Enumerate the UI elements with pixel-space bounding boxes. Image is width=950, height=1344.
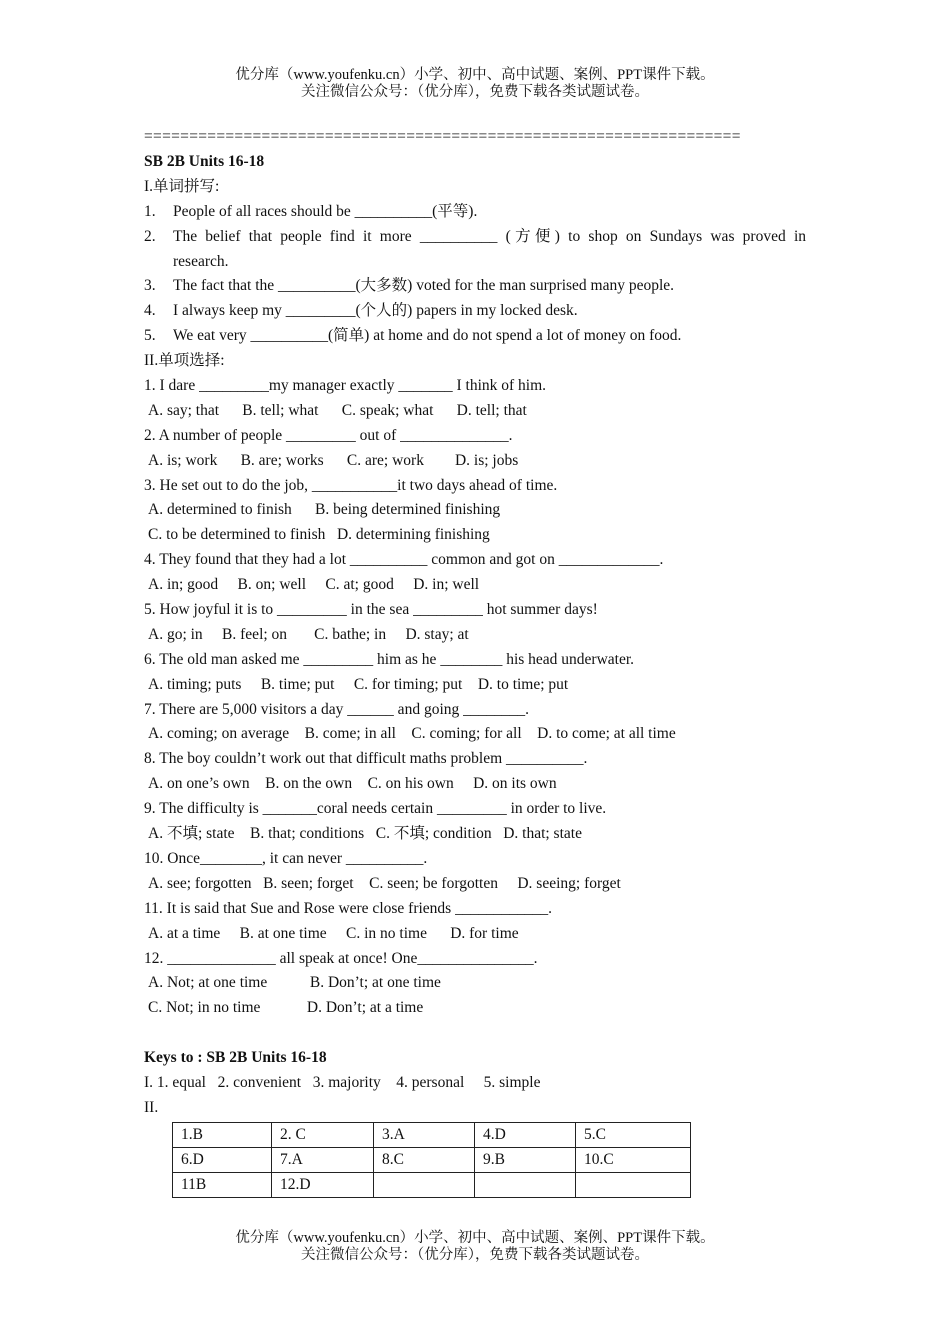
- question-options: C. to be determined to finish D. determining finishing: [148, 526, 490, 544]
- question: 7. There are 5,000 visitors a day ______ and going ________.: [144, 700, 529, 718]
- item-text-continued: research.: [173, 252, 229, 270]
- item-text: People of all races should be __________(平等).: [173, 202, 478, 220]
- item-number: 1.: [144, 202, 156, 220]
- spelling-item: [144, 299, 806, 324]
- table-cell: 3.A: [374, 1122, 475, 1147]
- footer-line-1: 优分库（www.youfenku.cn）小学、初中、高中试题、案例、PPT课件下载。: [235, 1230, 715, 1246]
- item-number: 3.: [144, 277, 156, 295]
- document-body: [144, 126, 806, 1198]
- header-line-2: 关注微信公众号：（优分库），免费下载各类试题试卷。: [301, 84, 649, 100]
- question-options: A. timing; puts B. time; put C. for timing; put D. to time; put: [148, 675, 569, 693]
- section-2-heading: II.单项选择:: [144, 352, 225, 370]
- question-options: A. 不填; state B. that; conditions C. 不填; condition D. that; state: [148, 825, 582, 843]
- table-cell: [475, 1172, 576, 1197]
- section-1-heading: I.单词拼写:: [144, 177, 220, 195]
- question: 12. ______________ all speak at once! One_______________.: [144, 949, 538, 967]
- question: 5. How joyful it is to _________ in the sea _________ hot summer days!: [144, 601, 598, 619]
- item-number: 4.: [144, 302, 156, 320]
- table-cell: 2. C: [272, 1122, 374, 1147]
- question: 4. They found that they had a lot __________ common and got on _____________.: [144, 551, 664, 569]
- question: 8. The boy couldn’t work out that difficult maths problem __________.: [144, 750, 588, 768]
- question: 1. I dare _________my manager exactly _______ I think of him.: [144, 377, 547, 395]
- footer-line-2: 关注微信公众号：（优分库），免费下载各类试题试卷。: [301, 1247, 649, 1263]
- item-text: The fact that the __________(大多数) voted for the man surprised many people.: [173, 277, 675, 295]
- question-options: A. see; forgotten B. seen; forget C. seen; be forgotten D. seeing; forget: [148, 874, 621, 892]
- question-options: A. at a time B. at one time C. in no time D. for time: [148, 924, 519, 942]
- spelling-item: [144, 200, 806, 225]
- table-cell: 1.B: [173, 1122, 272, 1147]
- answer-key-table: [172, 1122, 691, 1198]
- table-cell: 6.D: [173, 1147, 272, 1172]
- spelling-item: [144, 225, 806, 250]
- table-row: [173, 1147, 691, 1172]
- question: 2. A number of people _________ out of ______________.: [144, 426, 513, 444]
- question: 9. The difficulty is _______coral needs certain _________ in order to live.: [144, 800, 607, 818]
- question-options: A. in; good B. on; well C. at; good D. in; well: [148, 576, 480, 594]
- separator-line: ==================================================================: [144, 128, 741, 145]
- document-title: SB 2B Units 16-18: [144, 153, 265, 170]
- table-cell: 8.C: [374, 1147, 475, 1172]
- question-options: A. is; work B. are; works C. are; work D. is; jobs: [148, 451, 519, 469]
- spelling-item: [144, 324, 806, 349]
- table-row: [173, 1172, 691, 1197]
- table-cell: 5.C: [576, 1122, 691, 1147]
- question: 11. It is said that Sue and Rose were close friends ____________.: [144, 899, 552, 917]
- item-number: 5.: [144, 327, 156, 345]
- spelling-item: [144, 274, 806, 299]
- item-text: The belief that people find it more __________ (方便) to shop on Sundays was proved in: [173, 227, 806, 245]
- keys-title: Keys to : SB 2B Units 16-18: [144, 1049, 327, 1067]
- page-header: [0, 67, 950, 101]
- page-footer: [0, 1230, 950, 1264]
- item-text: We eat very __________(简单) at home and do not spend a lot of money on food.: [173, 327, 682, 345]
- table-cell: [374, 1172, 475, 1197]
- question-options: C. Not; in no time D. Don’t; at a time: [148, 999, 424, 1017]
- question-options: A. say; that B. tell; what C. speak; what D. tell; that: [148, 401, 527, 419]
- question-options: A. coming; on average B. come; in all C. coming; for all D. to come; at all time: [148, 725, 676, 743]
- keys-section-2-label: II.: [144, 1098, 159, 1116]
- table-cell: 7.A: [272, 1147, 374, 1172]
- table-cell: 10.C: [576, 1147, 691, 1172]
- question: 10. Once________, it can never __________.: [144, 849, 428, 867]
- table-cell: 11B: [173, 1172, 272, 1197]
- table-cell: 12.D: [272, 1172, 374, 1197]
- item-number: 2.: [144, 227, 156, 245]
- question: 3. He set out to do the job, ___________it two days ahead of time.: [144, 476, 558, 494]
- table-cell: [576, 1172, 691, 1197]
- question-options: A. determined to finish B. being determined finishing: [148, 501, 501, 519]
- question-options: A. on one’s own B. on the own C. on his own D. on its own: [148, 775, 557, 793]
- table-cell: 4.D: [475, 1122, 576, 1147]
- table-cell: 9.B: [475, 1147, 576, 1172]
- spelling-item-continued: [144, 250, 806, 275]
- item-text: I always keep my _________(个人的) papers in my locked desk.: [173, 302, 578, 320]
- header-line-1: 优分库（www.youfenku.cn）小学、初中、高中试题、案例、PPT课件下载。: [235, 67, 715, 83]
- question-options: A. go; in B. feel; on C. bathe; in D. stay; at: [148, 625, 469, 643]
- question-options: A. Not; at one time B. Don’t; at one time: [148, 974, 441, 992]
- table-row: [173, 1122, 691, 1147]
- keys-section-1: I. 1. equal 2. convenient 3. majority 4. personal 5. simple: [144, 1073, 541, 1091]
- question: 6. The old man asked me _________ him as he ________ his head underwater.: [144, 650, 635, 668]
